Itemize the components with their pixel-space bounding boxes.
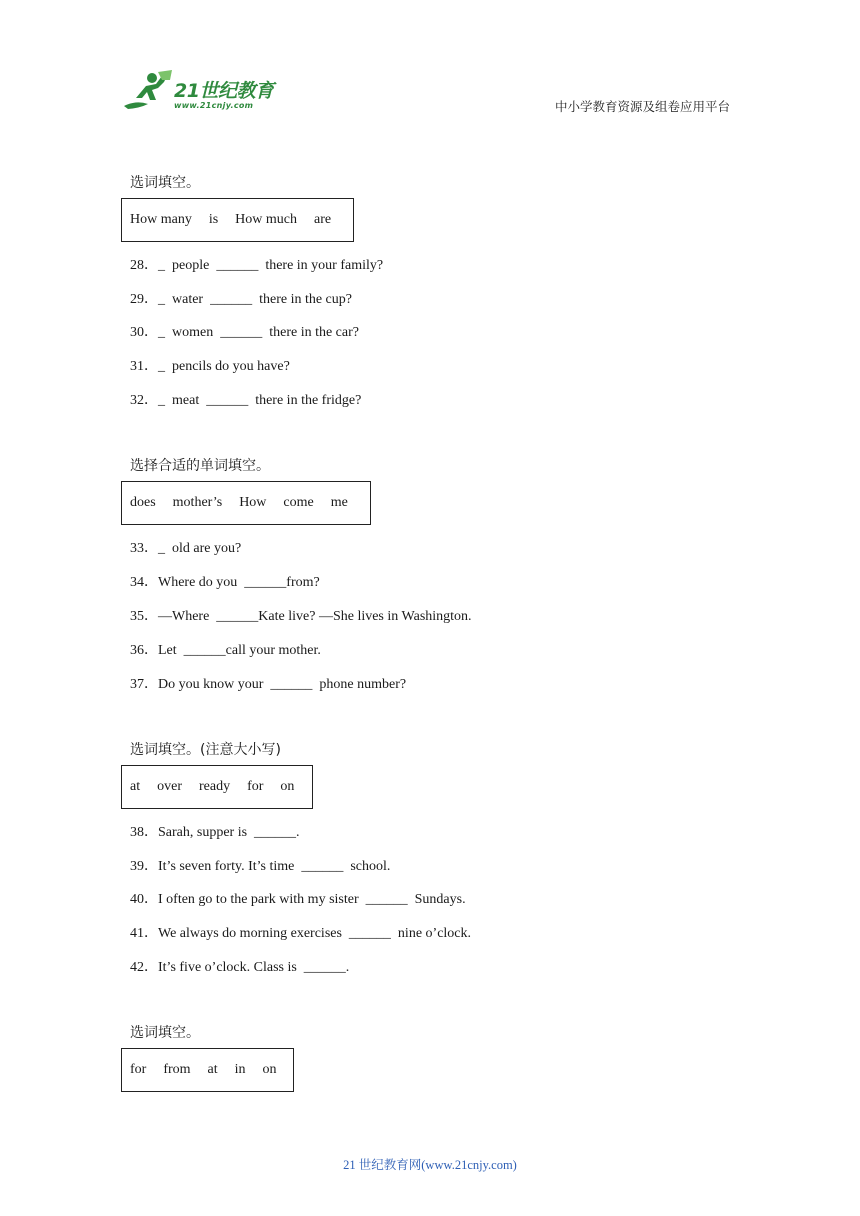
- question-42: 42．It’s five o’clock. Class is ______.: [130, 960, 350, 975]
- section-title: 选词填空。: [130, 1025, 200, 1041]
- question-38: 38．Sarah, supper is ______.: [130, 825, 300, 840]
- word-option: at: [207, 1062, 218, 1077]
- question-39: 39．It’s seven forty. It’s time ______ school.: [130, 859, 391, 874]
- question-41: 41．We always do morning exercises ______ nine o’clock.: [130, 926, 472, 941]
- word-option: on: [262, 1062, 277, 1077]
- question-35: 35．—Where ______Kate live? —She lives in Washington.: [130, 609, 472, 624]
- question-32: 32．_ meat ______ there in the fridge?: [130, 393, 362, 408]
- footer-link[interactable]: 21 世纪教育网(www.21cnjy.com): [343, 1158, 517, 1172]
- site-logo: [122, 70, 292, 114]
- logo-text: 21世纪教育: [174, 80, 274, 102]
- runner-icon: [122, 70, 174, 114]
- question-31: 31．_ pencils do you have?: [130, 359, 290, 374]
- question-34: 34．Where do you ______from?: [130, 575, 320, 590]
- word-option: are: [314, 212, 332, 227]
- question-36: 36．Let ______call your mother.: [130, 643, 321, 658]
- word-bank: [121, 198, 354, 242]
- word-option: at: [130, 779, 141, 794]
- header-platform-text: 中小学教育资源及组卷应用平台: [554, 99, 730, 114]
- section-title: 选择合适的单词填空。: [130, 458, 270, 474]
- question-37: 37．Do you know your ______ phone number?: [130, 677, 407, 692]
- word-option: does: [130, 495, 156, 510]
- question-40: 40．I often go to the park with my sister ______ Sundays.: [130, 892, 466, 907]
- word-bank: [121, 1048, 294, 1092]
- section-title: 选词填空。: [130, 175, 200, 191]
- question-33: 33．_ old are you?: [130, 541, 242, 556]
- word-option: come: [283, 495, 314, 510]
- word-option: How: [239, 495, 267, 510]
- word-option: me: [330, 495, 348, 510]
- word-option: mother’s: [172, 495, 223, 510]
- word-option: for: [130, 1062, 147, 1077]
- word-option: ready: [199, 779, 231, 794]
- question-28: 28．_ people ______ there in your family?: [130, 258, 384, 273]
- word-option: How many: [130, 212, 192, 227]
- word-option: in: [234, 1062, 246, 1077]
- word-option: on: [280, 779, 295, 794]
- word-option: for: [247, 779, 264, 794]
- word-option: from: [163, 1062, 191, 1077]
- word-option: is: [208, 212, 219, 227]
- word-option: over: [157, 779, 182, 794]
- section-title: 选词填空。(注意大小写): [130, 742, 281, 758]
- logo-url: www.21cnjy.com: [174, 101, 254, 110]
- word-bank: [121, 765, 313, 809]
- question-30: 30．_ women ______ there in the car?: [130, 325, 359, 340]
- word-option: How much: [235, 212, 297, 227]
- question-29: 29．_ water ______ there in the cup?: [130, 292, 352, 307]
- word-bank: [121, 481, 371, 525]
